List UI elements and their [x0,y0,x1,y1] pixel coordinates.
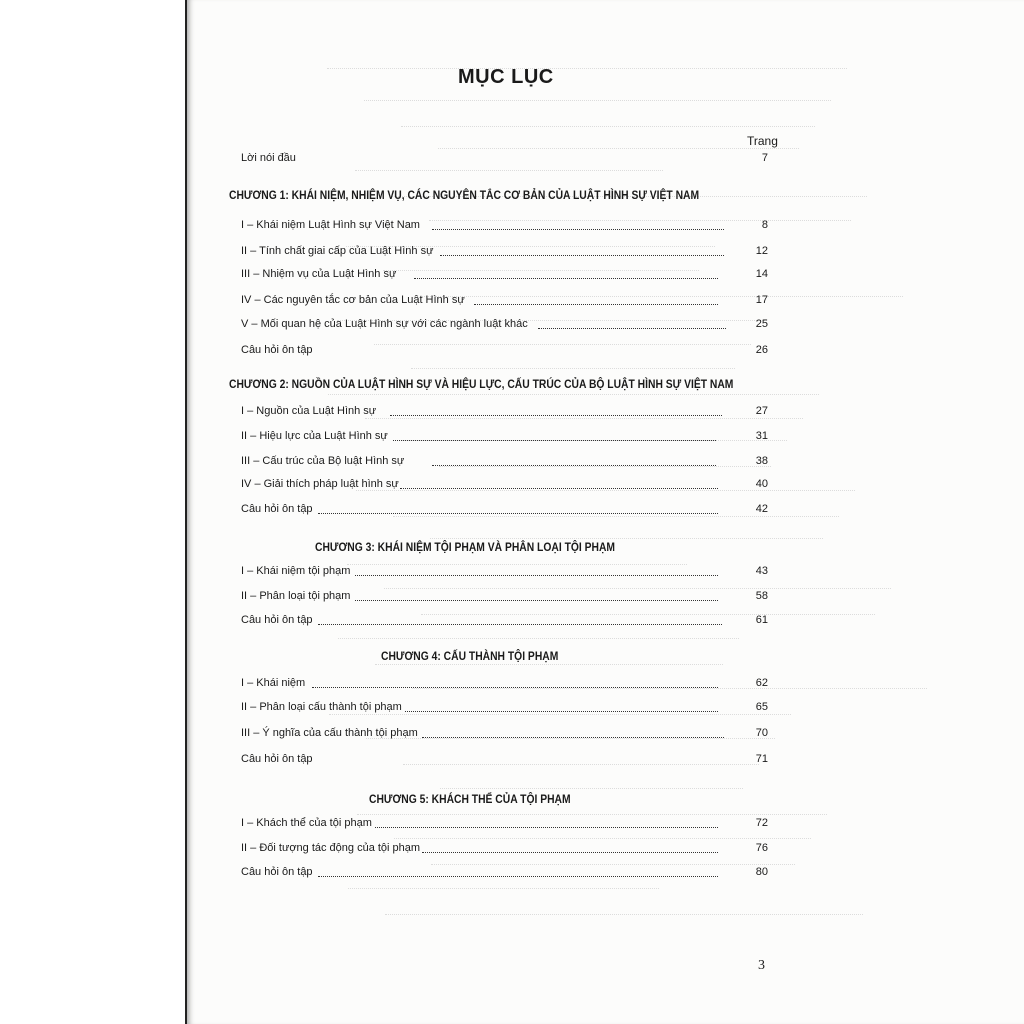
toc-entry-page: 58 [755,590,768,602]
toc-entry[interactable] [0,268,1024,284]
leader-dots [414,278,718,279]
toc-entry[interactable] [0,294,1024,310]
toc-entry-label: II – Đối tượng tác động của tội phạm [241,842,421,854]
bleed-through-line [440,788,743,790]
toc-entry-label: II – Phân loại tội phạm [241,590,351,602]
toc-entry-page: 31 [755,430,768,442]
leader-dots [375,827,718,828]
toc-entry[interactable] [0,405,1024,421]
leader-dots [318,876,718,877]
toc-entry-page: 65 [755,701,768,713]
bleed-through-line [411,368,735,370]
toc-entry-page: 40 [755,478,768,490]
chapter-2-heading[interactable]: CHƯƠNG 2: NGUỒN CỦA LUẬT HÌNH SỰ VÀ HIỆU LỰC, CẤU TRÚC CỦA BỘ LUẬT HÌNH SỰ VIỆT NAM [229,377,734,391]
leader-dots [422,852,718,853]
toc-entry[interactable] [0,590,1024,606]
leader-dots [400,488,718,489]
toc-entry-label: II – Phân loại cấu thành tội phạm [241,701,402,713]
toc-entry-label: V – Mối quan hệ của Luật Hình sự với các ngành luật khác [241,318,528,330]
toc-entry-page: 38 [755,455,768,467]
toc-entry-label: IV – Các nguyên tắc cơ bản của Luật Hình sự [241,294,465,306]
toc-entry[interactable] [0,614,1024,630]
toc-entry-label: I – Khái niệm [241,677,306,689]
toc-entry-page: 14 [755,268,768,280]
toc-entry-page: 71 [755,753,768,765]
page-column-label: Trang [747,134,778,148]
bleed-through-line [327,68,847,70]
toc-entry-label: Câu hỏi ôn tập [241,753,313,765]
leader-dots [432,465,716,466]
leader-dots [393,440,716,441]
bleed-through-line [348,888,659,890]
leader-dots [318,624,722,625]
toc-entry-label: I – Khái niệm Luật Hình sự Việt Nam [241,219,420,231]
leader-dots [355,575,718,576]
toc-entry[interactable] [0,753,1024,769]
bleed-through-line [401,126,815,128]
toc-entry-page: 76 [755,842,768,854]
leader-dots [405,711,718,712]
leader-dots [474,304,718,305]
bleed-through-line [385,914,863,916]
toc-entry[interactable] [0,817,1024,833]
bleed-through-line [394,838,811,840]
toc-entry-page: 43 [755,565,768,577]
toc-entry[interactable] [0,565,1024,581]
toc-entry-page: 7 [761,152,768,164]
bleed-through-line [328,394,819,396]
leader-dots [538,328,726,329]
toc-entry[interactable] [0,701,1024,717]
toc-entry[interactable] [0,677,1024,693]
leader-dots [432,229,724,230]
bleed-through-line [375,664,723,666]
toc-entry-label: IV – Giải thích pháp luật hình sự [241,478,399,490]
toc-entry[interactable] [0,219,1024,235]
bleed-through-line [357,814,827,816]
toc-entry-page: 61 [755,614,768,626]
toc-entry[interactable] [0,245,1024,261]
leader-dots [318,513,718,514]
chapter-4-heading[interactable]: CHƯƠNG 4: CẤU THÀNH TỘI PHẠM [381,649,559,663]
toc-entry-label: Câu hỏi ôn tập [241,503,313,515]
toc-entry[interactable] [0,430,1024,446]
page-number: 3 [758,958,765,973]
toc-entry-label: Câu hỏi ôn tập [241,866,313,878]
toc-entry-page: 62 [755,677,768,689]
toc-entry-page: 70 [755,727,768,739]
leader-dots [422,737,724,738]
leader-dots [390,415,722,416]
chapter-1-heading[interactable]: CHƯƠNG 1: KHÁI NIỆM, NHIỆM VỤ, CÁC NGUYÊN TẮC CƠ BẢN CỦA LUẬT HÌNH SỰ VIỆT NAM [229,188,700,202]
toc-entry[interactable] [0,866,1024,882]
toc-entry[interactable] [0,727,1024,743]
toc-entry-label: Lời nói đầu [241,152,296,164]
toc-entry[interactable] [0,455,1024,471]
toc-entry-page: 25 [755,318,768,330]
leader-dots [440,255,724,256]
bleed-through-line [338,638,739,640]
toc-entry-page: 42 [755,503,768,515]
leader-dots [312,687,718,688]
leader-dots [355,600,718,601]
toc-entry-page: 12 [755,245,768,257]
toc-entry-page: 80 [755,866,768,878]
toc-entry-preface[interactable] [0,152,1024,168]
toc-title: MỤC LỤC [458,66,554,88]
toc-entry-label: I – Khái niệm tội phạm [241,565,351,577]
toc-entry-label: I – Nguồn của Luật Hình sự [241,405,377,417]
toc-entry-page: 27 [755,405,768,417]
toc-entry-page: 26 [755,344,768,356]
toc-entry-label: III – Cấu trúc của Bộ luật Hình sự [241,455,405,467]
bleed-through-line [438,148,799,150]
toc-entry-label: II – Hiệu lực của Luật Hình sự [241,430,388,442]
toc-entry[interactable] [0,344,1024,360]
chapter-5-heading[interactable]: CHƯƠNG 5: KHÁCH THỂ CỦA TỘI PHẠM [369,792,571,806]
toc-entry[interactable] [0,478,1024,494]
toc-entry-label: Câu hỏi ôn tập [241,344,313,356]
toc-entry-label: III – Nhiệm vụ của Luật Hình sự [241,268,397,280]
chapter-3-heading[interactable]: CHƯƠNG 3: KHÁI NIỆM TỘI PHẠM VÀ PHÂN LOẠI TỘI PHẠM [315,540,616,554]
toc-entry[interactable] [0,503,1024,519]
toc-entry[interactable] [0,842,1024,858]
bleed-through-line [355,170,663,172]
toc-entry-label: Câu hỏi ôn tập [241,614,313,626]
bleed-through-line [364,100,831,102]
toc-entry-label: III – Ý nghĩa của cấu thành tội phạm [241,727,418,739]
toc-entry-label: II – Tính chất giai cấp của Luật Hình sự [241,245,434,257]
toc-entry[interactable] [0,318,1024,334]
toc-entry-page: 17 [755,294,768,306]
toc-entry-label: I – Khách thể của tội phạm [241,817,372,829]
toc-entry-page: 8 [761,219,768,231]
toc-entry-page: 72 [755,817,768,829]
